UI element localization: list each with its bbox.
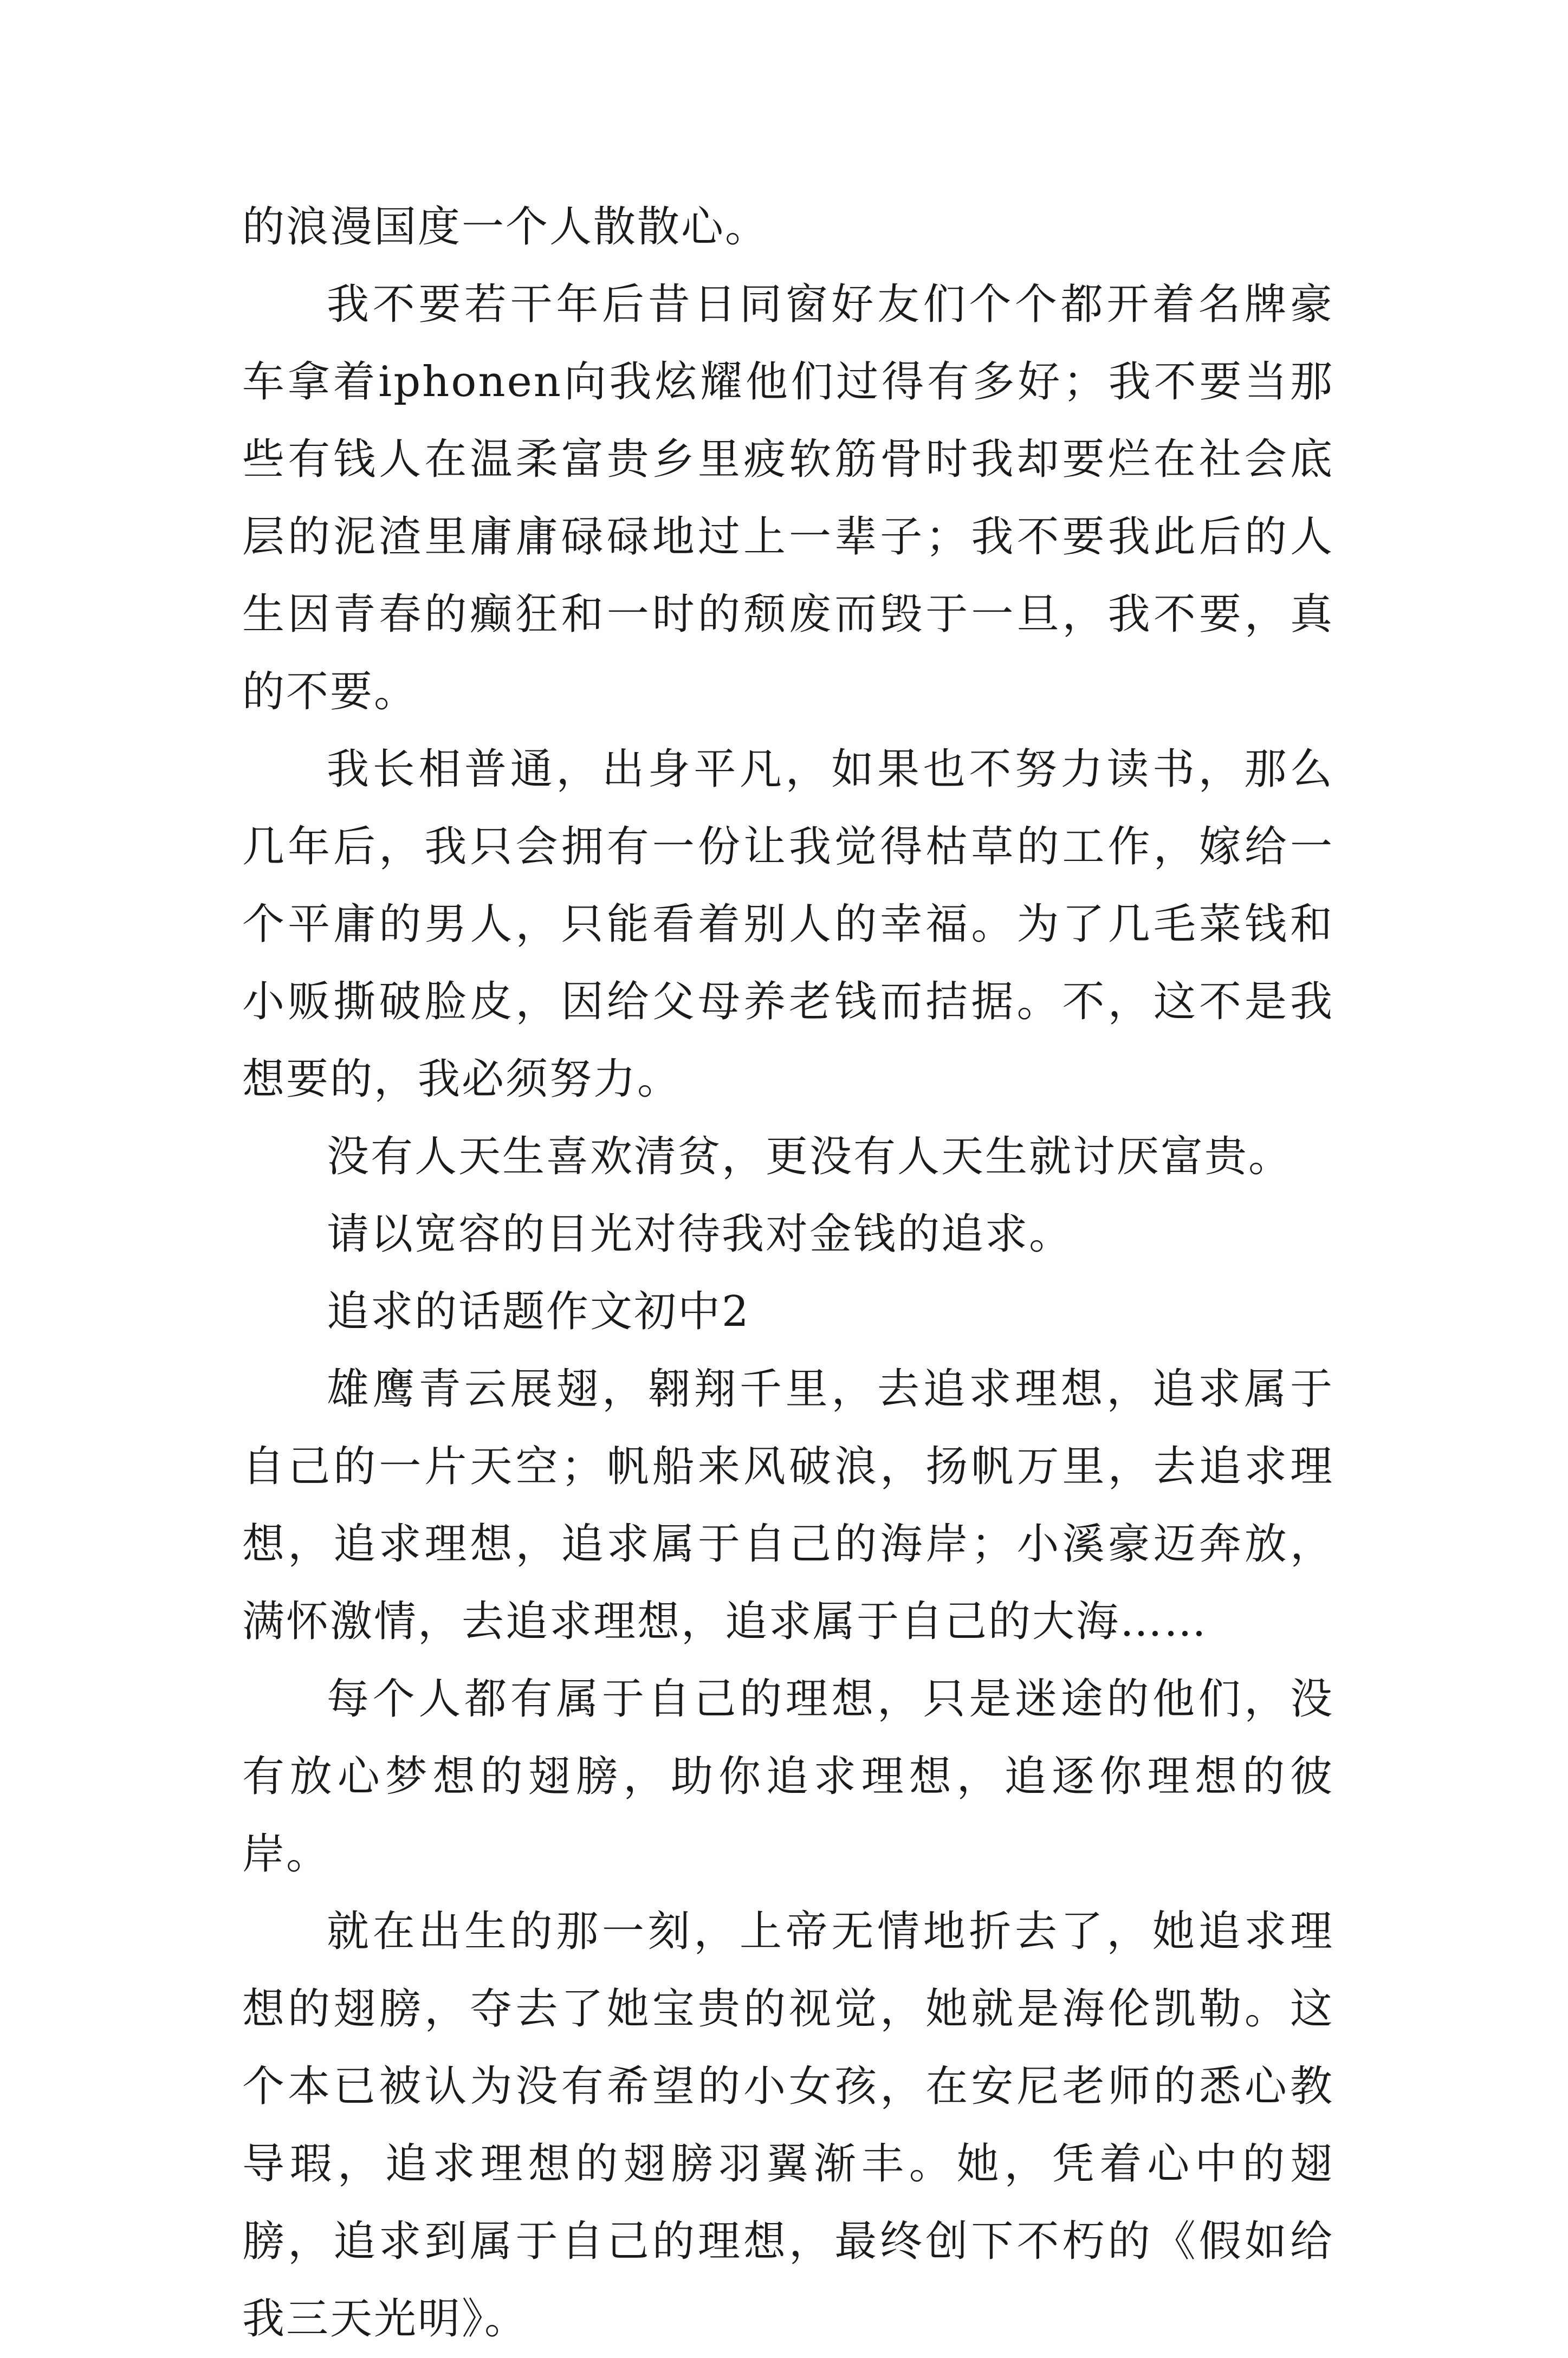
paragraph: 每个人都有属于自己的理想，只是迷途的他们，没有放心梦想的翅膀，助你追求理想，追逐你理想的彼岸。 bbox=[242, 1675, 1334, 1878]
paragraph: 我长相普通，出身平凡，如果也不努力读书，那么几年后，我只会拥有一份让我觉得枯草的工作，嫁给一个平庸的男人，只能看着别人的幸福。为了几毛菜钱和小贩撕破脸皮，因给父母养老钱而拮据。不，这不是我想要的，我必须努力。 bbox=[242, 745, 1334, 1104]
paragraph: 我不要若干年后昔日同窗好友们个个都开着名牌豪车拿着iphonen向我炫耀他们过得有多好；我不要当那些有钱人在温柔富贵乡里疲软筋骨时我却要烂在社会底层的泥渣里庸庸碌碌地过上一辈子；我不要我此后的人生因青春的癫狂和一时的颓废而毁于一旦，我不要，真的不要。 bbox=[242, 280, 1334, 716]
paragraph: 就在出生的那一刻，上帝无情地折去了，她追求理想的翅膀，夺去了她宝贵的视觉，她就是海伦凯勒。这个本已被认为没有希望的小女孩，在安尼老师的悉心教导瑕，追求理想的翅膀羽翼渐丰。她，凭着心中的翅膀，追求到属于自己的理想，最终创下不朽的《假如给我三天光明》。 bbox=[242, 1907, 1334, 2343]
document-body bbox=[242, 189, 1334, 2358]
paragraph: 请以宽容的目光对待我对金钱的追求。 bbox=[327, 1210, 1073, 1259]
paragraph-continuation: 的浪漫国度一个人散散心。 bbox=[242, 203, 769, 251]
section-title: 追求的话题作文初中2 bbox=[327, 1287, 750, 1336]
paragraph: 没有人天生喜欢清贫，更没有人天生就讨厌富贵。 bbox=[327, 1132, 1293, 1181]
paragraph: 雄鹰青云展翅，翱翔千里，去追求理想，追求属于自己的一片天空；帆船来风破浪，扬帆万里，去追求理想，追求理想，追求属于自己的海岸；小溪豪迈奔放，满怀激情，去追求理想，追求属于自己的大海…… bbox=[242, 1365, 1334, 1646]
